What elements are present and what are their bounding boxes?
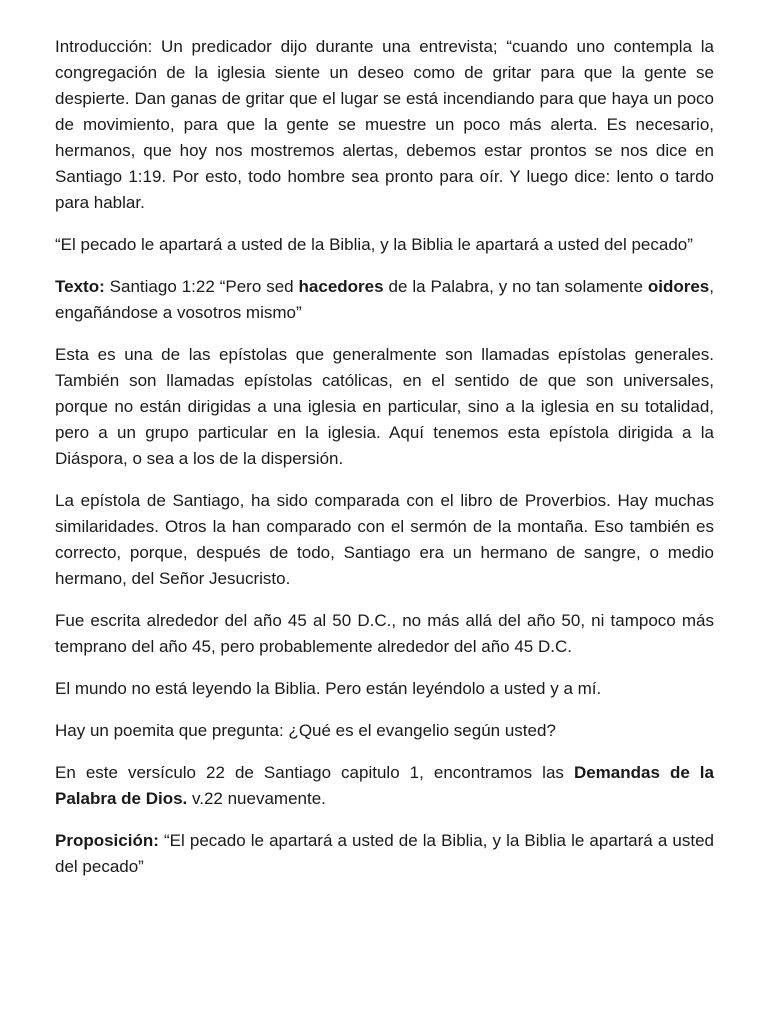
proposition-text: “El pecado le apartará a usted de la Biblia, y la Biblia le apartará a usted del pecado” (55, 831, 714, 876)
date-paragraph: Fue escrita alrededor del año 45 al 50 D.C., no más allá del año 50, ni tampoco más temprano del año 45, pero probablemente alrededor del año 45 D.C. (55, 611, 714, 656)
poem-paragraph: Hay un poemita que pregunta: ¿Qué es el evangelio según usted? (55, 721, 556, 740)
text-label: Texto: (55, 277, 105, 296)
text-reference-paragraph (55, 274, 714, 326)
demands-part-1: En este versículo 22 de Santiago capitulo 1, encontramos las (55, 763, 574, 782)
world-reading-paragraph: El mundo no está leyendo la Biblia. Pero están leyéndolo a usted y a mí. (55, 679, 602, 698)
text-part-1: Santiago 1:22 “Pero sed (104, 277, 299, 296)
text-bold-hacedores: hacedores (298, 277, 384, 296)
epistle-description-paragraph: Esta es una de las epístolas que generalmente son llamadas epístolas generales. También son llamadas epístolas católicas, en el sentido de que son universales, porque no están dirigidas a una iglesia en particular, sino a la iglesia en su totalidad, pero a un grupo particular en la iglesia. Aquí tenemos esta epístola dirigida a la Diáspora, o sea a los de la dispersión. (55, 345, 714, 468)
proposition-label: Proposición: (55, 831, 159, 850)
text-bold-oidores: oidores (647, 277, 710, 296)
comparison-paragraph: La epístola de Santiago, ha sido comparada con el libro de Proverbios. Hay muchas similaridades. Otros la han comparado con el sermón de la montaña. Eso también es correcto, porque, después de todo, Santiago era un hermano de sangre, o medio hermano, del Señor Jesucristo. (55, 491, 714, 588)
text-part-2: de la Palabra, y no tan solamente (383, 277, 648, 296)
demands-paragraph (55, 760, 714, 812)
quote-paragraph: “El pecado le apartará a usted de la Biblia, y la Biblia le apartará a usted del pecado” (55, 235, 693, 254)
introduction-paragraph: Introducción: Un predicador dijo durante una entrevista; “cuando uno contempla la congregación de la iglesia siente un deseo como de gritar para que la gente se despierte. Dan ganas de gritar que el lugar se está incendiando para que haya un poco de movimiento, para que la gente se muestre un poco más alerta. Es necesario, hermanos, que hoy nos mostremos alertas, debemos estar prontos se nos dice en Santiago 1:19. Por esto, todo hombre sea pronto para oír. Y luego dice: lento o tardo para hablar. (55, 37, 714, 212)
demands-bold: Demandas de la Palabra de Dios. (55, 763, 714, 808)
demands-part-2: v.22 nuevamente. (187, 789, 326, 808)
text-part-3: , engañándose a vosotros mismo” (55, 277, 714, 322)
proposition-paragraph (55, 828, 714, 880)
